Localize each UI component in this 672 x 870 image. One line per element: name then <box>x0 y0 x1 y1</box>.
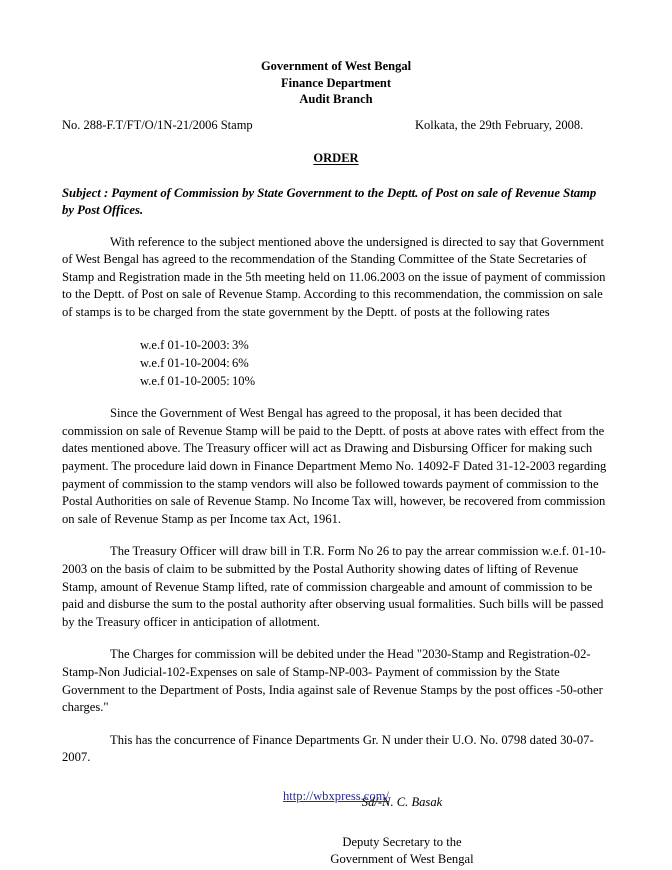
rate-percentage: 3% <box>232 338 249 353</box>
rate-effective-date: w.e.f 01-10-2005: <box>140 373 230 388</box>
letterhead <box>62 58 610 108</box>
letterhead-line-government: Government of West Bengal <box>260 59 412 73</box>
designation-line-2: Government of West Bengal <box>330 852 474 867</box>
table-row <box>140 355 255 373</box>
reference-number: No. 288-F.T/FT/O/1N-21/2006 Stamp <box>62 117 253 132</box>
footer <box>0 789 672 804</box>
source-website-link[interactable]: http://wbxpress.com/ <box>283 789 389 803</box>
reference-row <box>62 117 610 134</box>
paragraph-3: The Treasury Officer will draw bill in T.R. Form No 26 to pay the arrear commission w.e.f. 01-10-2003 on the basis of claim to be submitted by the Postal Authority showing dates of lifting of Revenue Stamp, amount of Revenue Stamp lifted, rate of commission chargeable and amount of commission to be paid and disburse the sum to the postal authority after observing usual formalities. Such bills will be passed by the Treasury officer in anticipation of allotment. <box>62 544 606 629</box>
designation-line-1: Deputy Secretary to the <box>342 834 462 849</box>
document-content <box>62 58 610 869</box>
rate-percentage: 6% <box>232 356 249 371</box>
paragraph-4: The Charges for commission will be debited under the Head "2030-Stamp and Registration-02-Stamp-Non Judicial-102-Expenses on sale of Stamp-NP-003- Payment of commission by the State Government to the Department of Posts, India against sale of Revenue Stamps by the post offices -50-other charges." <box>62 647 603 715</box>
rate-effective-date: w.e.f 01-10-2003: <box>140 338 230 353</box>
paragraph-5: This has the concurrence of Finance Departments Gr. N under their U.O. No. 0798 dated 30-07-2007. <box>62 732 594 765</box>
letterhead-line-department: Finance Department <box>280 75 392 90</box>
paragraph-2: Since the Government of West Bengal has agreed to the proposal, it has been decided that commission on sale of Revenue Stamp will be paid to the Deptt. of posts at above rates with effect from the dates mentioned above. The Treasury officer will act as Drawing and Disbursing Officer for making such payment. The procedure laid down in Finance Department Memo No. 14092-F Dated 31-12-2003 regarding payment of commission to the stamp vendors will also be followed towards payment of commission to the Postal Authorities on sale of Revenue Stamp. No Income Tax will, however, be recovered from commission on sale of Revenue Stamp as per Income tax Act, 1961. <box>62 406 607 526</box>
order-heading-text: ORDER <box>313 150 359 165</box>
signature-block <box>62 794 610 869</box>
rate-percentage: 10% <box>232 373 256 388</box>
signatory-name: Sd/-N. C. Basak <box>361 794 443 809</box>
rate-effective-date: w.e.f 01-10-2004: <box>140 356 230 371</box>
subject-line: Subject : Payment of Commission by State Government to the Deptt. of Post on sale of Revenue Stamp by Post Offices. <box>62 185 597 217</box>
letterhead-line-branch: Audit Branch <box>299 92 373 106</box>
order-heading <box>62 151 610 166</box>
place-and-date: Kolkata, the 29th February, 2008. <box>415 117 584 132</box>
paragraph-1: With reference to the subject mentioned above the undersigned is directed to say that Government of West Bengal has agreed to the recommendation of the Standing Committee of the State Secretaries of Stamp and Registration made in the 5th meeting held on 11.06.2003 on the issue of payment of commission to the Deptt. of Post on sale of Revenue Stamp. According to this recommendation, the commission on sale of stamps is to be charged from the state government by the Deptt. of posts at the following rates <box>62 234 606 319</box>
table-row <box>140 337 255 355</box>
commission-rates-table <box>140 337 255 390</box>
table-row <box>140 373 255 391</box>
signatory-designation <box>194 834 610 869</box>
